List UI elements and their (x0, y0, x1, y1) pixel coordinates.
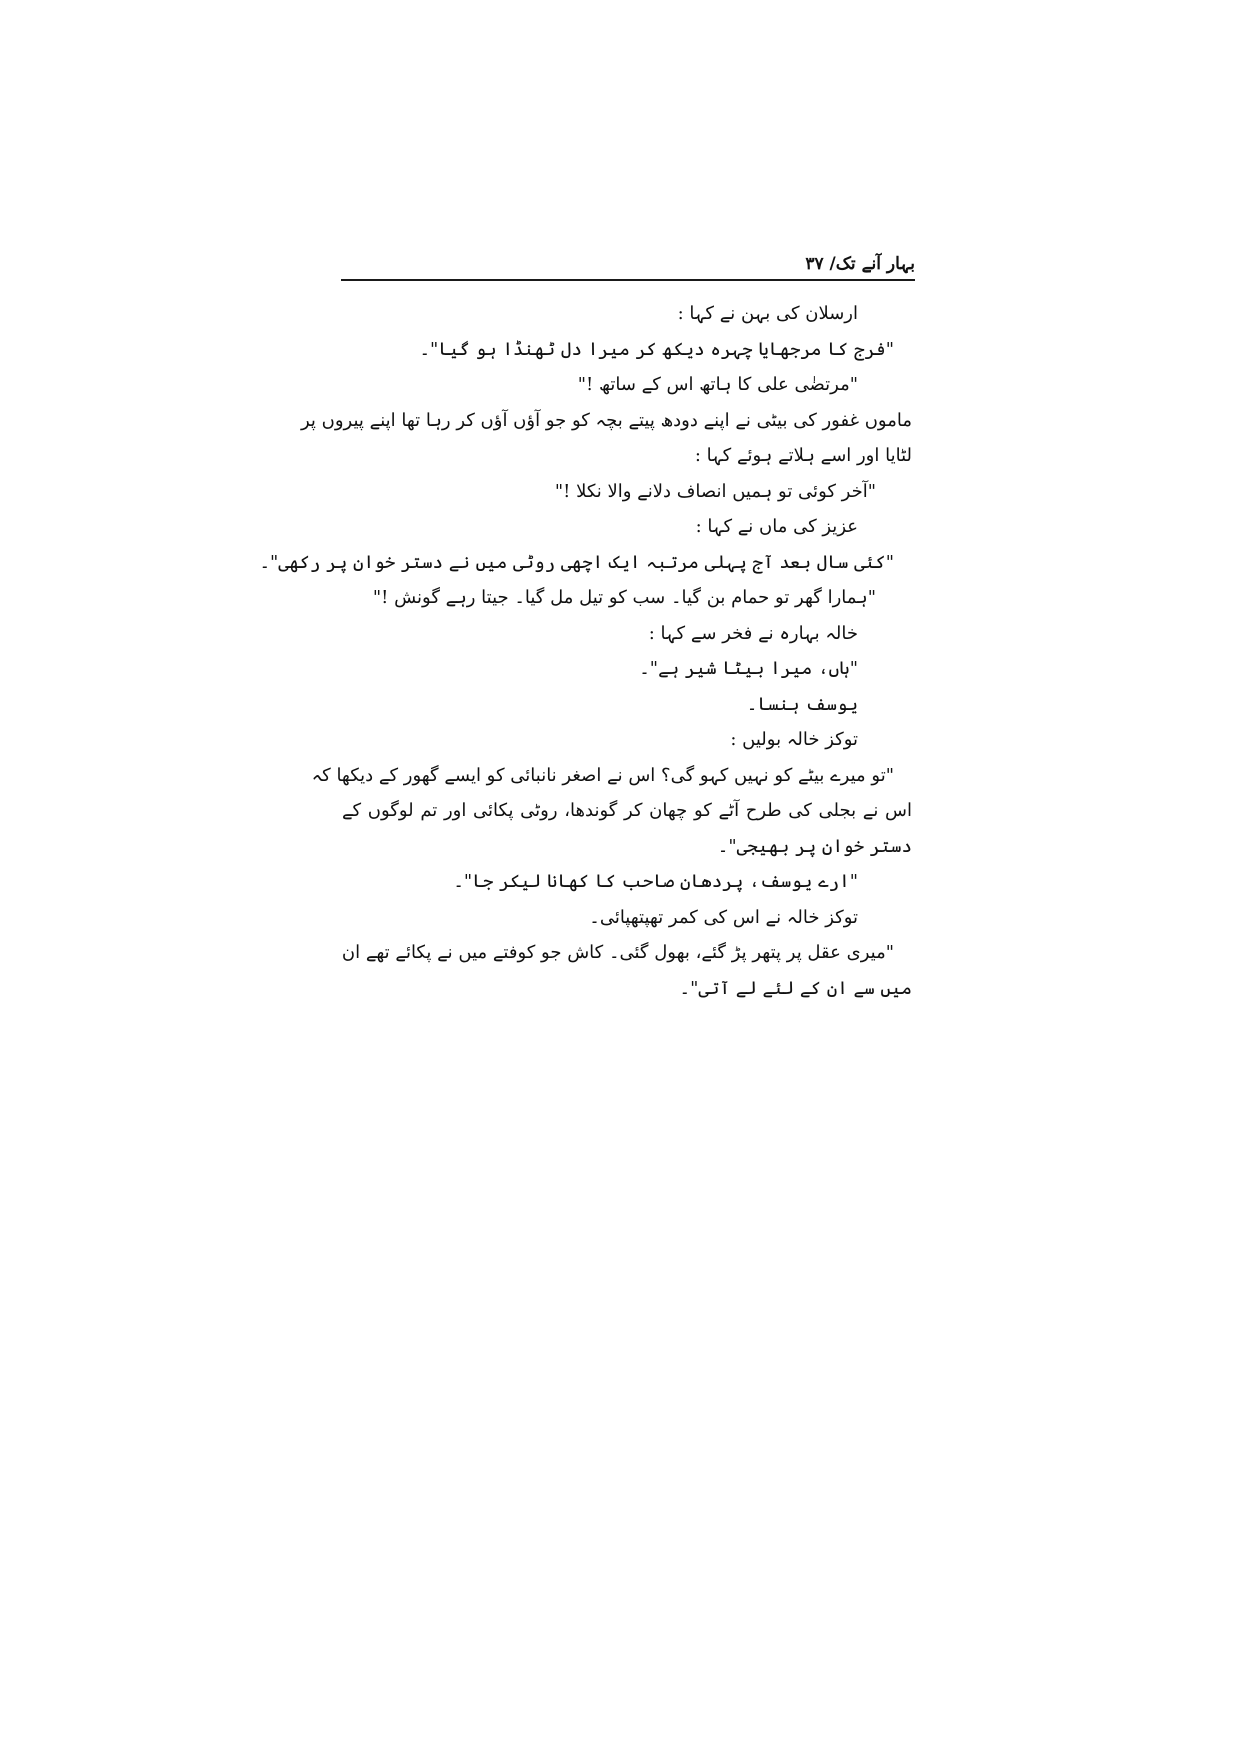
text-line: "ہاں، میرا بیٹا شیر ہے"۔ (639, 658, 858, 679)
text-line: "فرج کا مرجھایا چہرہ دیکھ کر میرا دل ٹھنڈا ہو گیا"۔ (419, 338, 894, 360)
text-line: توکز خالہ بولیں : (730, 729, 858, 750)
running-head: بہار آنے تک/ ۳۷ (805, 254, 915, 274)
body-text (259, 296, 912, 1006)
text-line: لٹایا اور اسے ہلاتے ہوئے کہا : (694, 445, 912, 466)
text-line: عزیز کی ماں نے کہا : (695, 516, 858, 537)
text-line: اس نے بجلی کی طرح آٹے کو چھان کر گوندھا، روٹی پکائی اور تم لوگوں کے (342, 800, 912, 821)
text-line: "آخر کوئی تو ہمیں انصاف دلانے والا نکلا !" (554, 480, 876, 502)
text-line: ماموں غفور کی بیٹی نے اپنے دودھ پیتے بچہ کو جو آؤں آؤں کر رہا تھا اپنے پیروں پر (300, 409, 912, 431)
text-line: میں سے ان کے لئے لے آتی"۔ (679, 977, 912, 999)
text-line: دستر خوان پر بھیجی"۔ (717, 835, 912, 857)
text-line: "کئی سال بعد آج پہلی مرتبہ ایک اچھی روٹی میں نے دستر خوان پر رکھی"۔ (259, 551, 894, 573)
text-line: توکز خالہ نے اس کی کمر تھپتھپائی۔ (589, 906, 858, 928)
text-line: "میری عقل پر پتھر پڑ گئے، بھول گئی۔ کاش جو کوفتے میں نے پکائے تھے ان (341, 942, 894, 963)
header-rule (341, 279, 915, 281)
text-line: "مرتضٰی علی کا ہاتھ اس کے ساتھ !" (577, 374, 858, 395)
text-line: ارسلان کی بہن نے کہا : (677, 303, 858, 324)
text-line: "تو میرے بیٹے کو نہیں کہو گی؟ اس نے اصغر نانبائی کو ایسے گھور کے دیکھا کہ (311, 764, 894, 786)
text-line: خالہ بہارہ نے فخر سے کہا : (648, 622, 858, 644)
text-line: یوسف ہنسا۔ (746, 693, 858, 715)
page-header (340, 252, 915, 282)
text-line: "ارے یوسف، پردھان صاحب کا کھانا لیکر جا"۔ (453, 871, 858, 892)
text-line: "ہمارا گھر تو حمام بن گیا۔ سب کو تیل مل گیا۔ جیتا رہے گونش !" (372, 587, 876, 608)
